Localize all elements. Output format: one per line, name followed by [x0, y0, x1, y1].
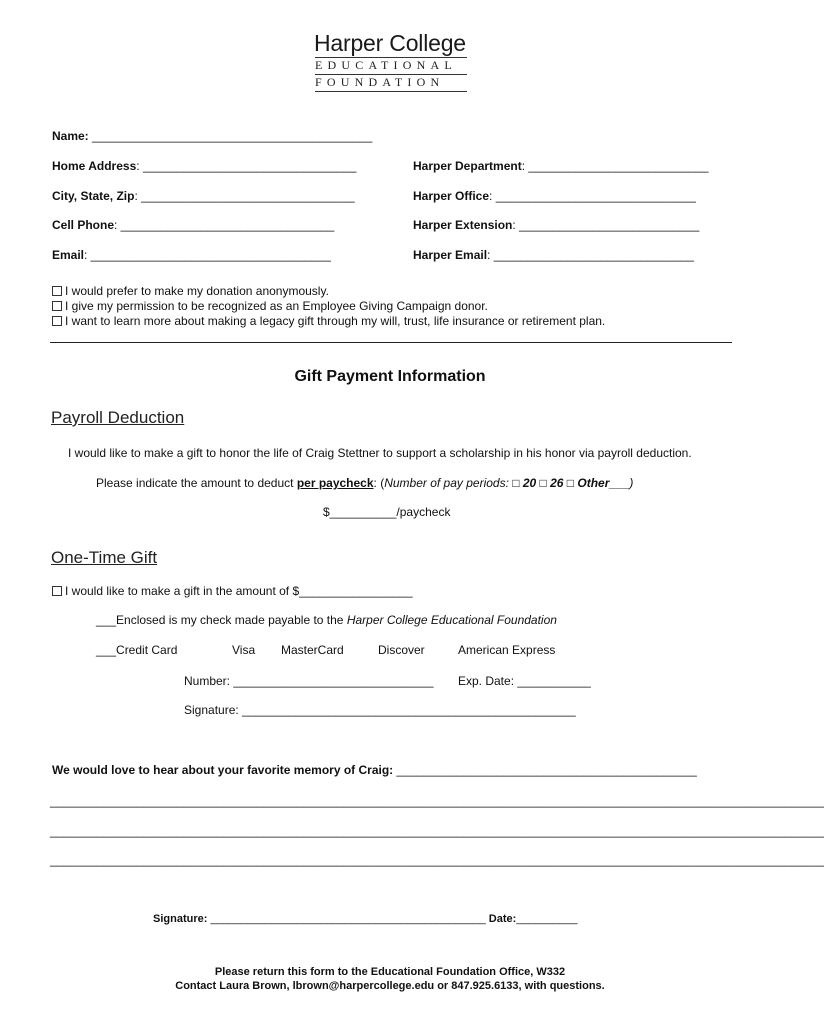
memory-line[interactable]: ____________________________________________________________________________________________________________________	[50, 794, 824, 808]
option-label: I would prefer to make my donation anonymously.	[65, 284, 329, 298]
period-other-blank[interactable]: ___	[609, 476, 630, 490]
harper-email-label: Harper Email	[413, 248, 488, 262]
harper-office-blank[interactable]: : ______________________________	[489, 189, 696, 203]
one-time-gift-heading: One-Time Gift	[51, 548, 158, 567]
check-payee: Harper College Educational Foundation	[346, 613, 557, 627]
harper-office-field[interactable]	[413, 189, 696, 203]
payroll-deduction-heading: Payroll Deduction	[51, 408, 185, 427]
option-label: I give my permission to be recognized as an Employee Giving Campaign donor.	[65, 299, 488, 313]
one-time-amount-text: I would like to make a gift in the amount of $_________________	[65, 584, 413, 598]
option-recognition[interactable]	[52, 299, 488, 313]
gift-payment-heading: Gift Payment Information	[294, 368, 486, 385]
option-label: I want to learn more about making a legacy gift through my will, trust, life insurance or retirement plan.	[65, 314, 606, 328]
checkbox[interactable]	[52, 286, 62, 296]
cell-phone-label: Cell Phone	[52, 218, 115, 232]
city-state-zip-field[interactable]	[52, 189, 355, 203]
indicate-prefix: Please indicate the amount to deduct	[96, 476, 297, 490]
harper-email-field[interactable]	[413, 248, 694, 262]
checkbox[interactable]	[52, 586, 62, 596]
email-field[interactable]	[52, 248, 331, 262]
name-field[interactable]	[52, 129, 372, 143]
email-blank[interactable]: : ____________________________________	[84, 248, 331, 262]
exp-date-field[interactable]: Exp. Date: ___________	[458, 674, 591, 688]
memory-prompt-label: We would love to hear about your favorite memory of Craig:	[52, 763, 394, 777]
harper-extension-label: Harper Extension	[413, 218, 513, 232]
logo-title: Harper College	[314, 30, 466, 56]
period-26-label: 26	[546, 476, 567, 490]
card-visa[interactable]: Visa	[232, 643, 256, 657]
card-mastercard[interactable]: MasterCard	[281, 643, 344, 657]
home-address-field[interactable]	[52, 159, 356, 173]
name-label: Name:	[52, 129, 89, 143]
signature-blank[interactable]: _____________________________________________	[210, 913, 486, 925]
payroll-indicate-line	[96, 476, 633, 490]
logo-line-educational: EDUCATIONAL	[315, 58, 457, 72]
signature-label: Signature:	[153, 913, 211, 925]
card-number-field[interactable]: Number: ______________________________	[184, 674, 434, 688]
option-anonymous[interactable]	[52, 284, 329, 298]
email-label: Email	[52, 248, 85, 262]
one-time-amount-option[interactable]	[52, 584, 413, 598]
period-other-label: Other	[574, 476, 610, 490]
card-signature-field[interactable]: Signature: __________________________________________________	[184, 703, 576, 717]
home-address-blank[interactable]: : ________________________________	[136, 159, 357, 173]
logo-rule-bottom	[315, 91, 467, 92]
cell-phone-blank[interactable]: : ________________________________	[114, 218, 335, 232]
logo-line-foundation: FOUNDATION	[315, 75, 445, 89]
memory-prompt-blank[interactable]: _____________________________________________	[393, 763, 697, 777]
harper-office-label: Harper Office	[413, 189, 490, 203]
harper-department-label: Harper Department	[413, 159, 522, 173]
city-state-zip-blank[interactable]: : ________________________________	[134, 189, 355, 203]
pay-periods-text: Number of pay periods:	[384, 476, 513, 490]
per-paycheck: per paycheck	[296, 476, 374, 490]
payroll-description: I would like to make a gift to honor the life of Craig Stettner to support a scholarship in his honor via payroll deduction.	[68, 446, 692, 460]
amount-per-paycheck-blank[interactable]: $__________/paycheck	[323, 505, 451, 519]
checkbox[interactable]	[52, 301, 62, 311]
memory-line[interactable]: ____________________________________________________________________________________________________________________	[50, 824, 824, 838]
name-blank[interactable]: __________________________________________	[92, 129, 373, 143]
harper-department-blank[interactable]: : ___________________________	[521, 159, 709, 173]
harper-department-field[interactable]	[413, 159, 709, 173]
home-address-label: Home Address	[52, 159, 137, 173]
card-american-express[interactable]: American Express	[458, 643, 556, 657]
period-20-checkbox[interactable]: □	[512, 476, 520, 490]
close-paren: )	[629, 476, 634, 490]
checkbox[interactable]	[52, 316, 62, 326]
period-26-checkbox[interactable]: □	[539, 476, 547, 490]
date-label: Date:	[485, 913, 517, 925]
check-option[interactable]	[96, 613, 557, 627]
period-20-label: 20	[519, 476, 540, 490]
section-divider	[50, 342, 732, 343]
harper-extension-field[interactable]	[413, 218, 699, 232]
card-discover[interactable]: Discover	[378, 643, 425, 657]
date-blank[interactable]: __________	[516, 913, 578, 925]
city-state-zip-label: City, State, Zip	[52, 189, 135, 203]
indicate-colon: : (	[373, 476, 385, 490]
footer-contact: Contact Laura Brown, lbrown@harpercollege.edu or 847.925.6133, with questions.	[175, 980, 605, 992]
period-other-checkbox[interactable]: □	[566, 476, 575, 490]
memory-line[interactable]: ____________________________________________________________________________________________________________________	[50, 853, 824, 867]
credit-card-option[interactable]: ___Credit Card	[96, 643, 178, 657]
option-legacy-gift[interactable]	[52, 314, 605, 328]
harper-email-blank[interactable]: : ______________________________	[487, 248, 694, 262]
cell-phone-field[interactable]	[52, 218, 334, 232]
memory-prompt[interactable]	[52, 763, 697, 777]
harper-extension-blank[interactable]: : ___________________________	[512, 218, 700, 232]
signature-date-line[interactable]	[153, 913, 578, 925]
check-prefix: ___Enclosed is my check made payable to the	[96, 613, 347, 627]
footer-return-instructions: Please return this form to the Educational Foundation Office, W332	[214, 966, 566, 978]
